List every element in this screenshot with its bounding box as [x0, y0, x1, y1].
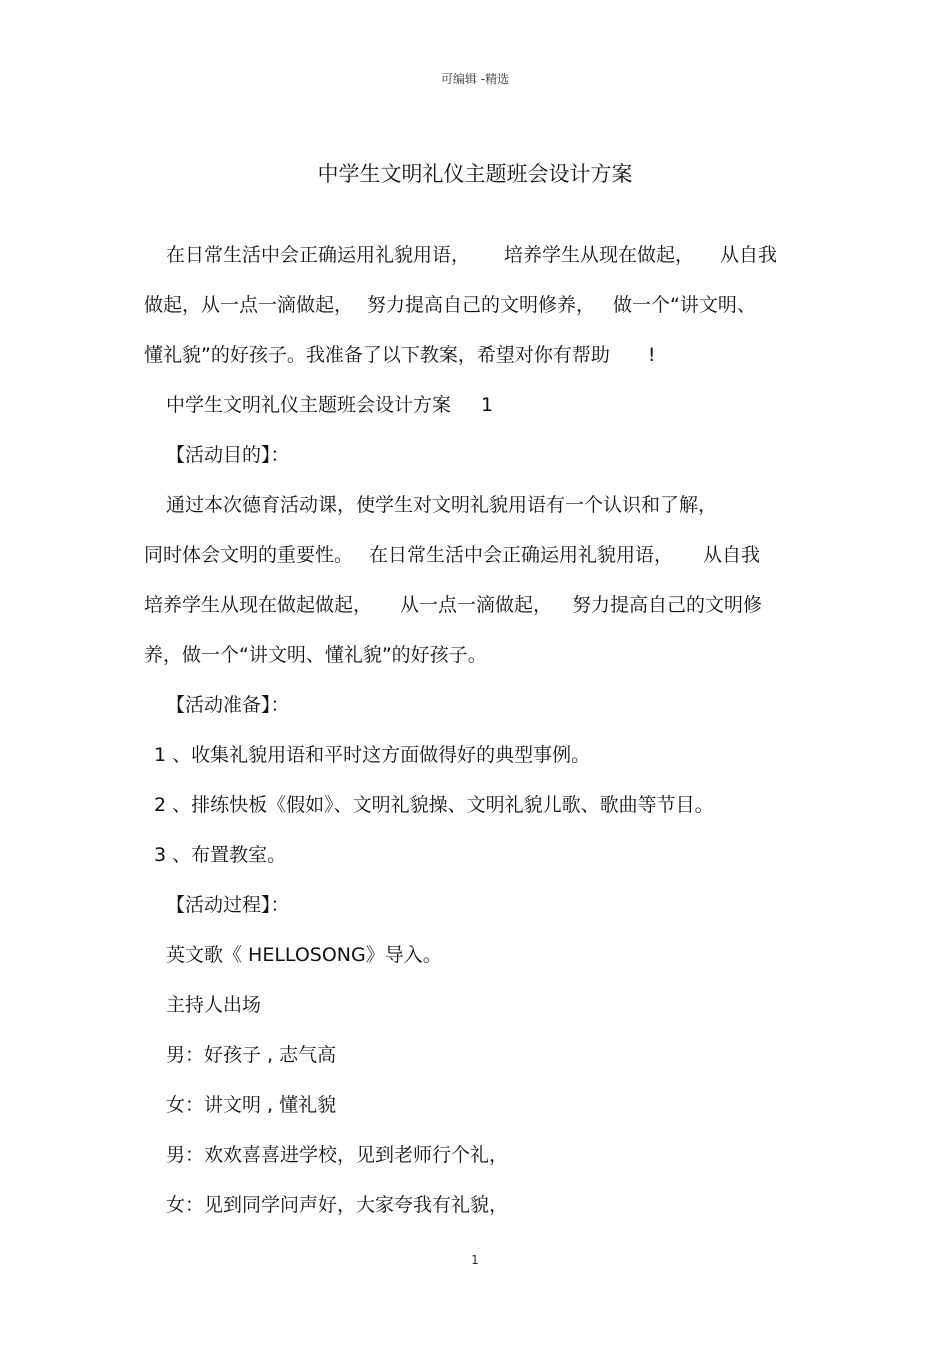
- text-segment: 中学生文明礼仪主题班会设计方案: [166, 394, 452, 416]
- text-segment: 努力提高自己的文明修: [572, 594, 763, 616]
- paragraph-line-2: [144, 296, 756, 315]
- text-segment: 在日常生活中会正确运用礼貌用语，: [369, 544, 674, 566]
- page-number: 1: [471, 1253, 479, 1267]
- heading-activity-prep: 【活动准备】：: [166, 694, 290, 716]
- text-segment: 1: [481, 394, 494, 416]
- list-item-1: 1 、收集礼貌用语和平时这方面做得好的典型事例。: [154, 744, 591, 766]
- process-line-host: 主持人出场: [166, 994, 262, 1016]
- paragraph-line-7: [144, 546, 760, 565]
- paragraph-line-6: 通过本次德育活动课，使学生对文明礼貌用语有一个认识和了解，: [166, 494, 718, 516]
- paragraph-line-3: [144, 346, 655, 365]
- text-segment: 做起，从一点一滴做起，: [144, 294, 354, 316]
- heading-activity-process: 【活动过程】：: [166, 894, 290, 916]
- heading-activity-purpose: 【活动目的】：: [166, 444, 290, 466]
- text-segment: 从自我: [703, 544, 761, 566]
- page-header: 可编辑 -精选: [440, 72, 510, 86]
- text-segment: 努力提高自己的文明修养，: [367, 294, 596, 316]
- text-segment: 从一点一滴做起，: [400, 594, 553, 616]
- dialogue-line-4: 女：见到同学问声好，大家夸我有礼貌，: [166, 1194, 509, 1216]
- document-title: 中学生文明礼仪主题班会设计方案: [317, 162, 633, 186]
- paragraph-line-8: [144, 596, 762, 615]
- paragraph-line-9: 养，做一个“讲文明、懂礼貌”的好孩子。: [144, 644, 487, 666]
- dialogue-line-1: 男：好孩子 , 志气高: [166, 1044, 337, 1066]
- text-segment: 培养学生从现在做起，: [504, 244, 695, 266]
- paragraph-line-1: [166, 246, 777, 265]
- text-segment: 同时体会文明的重要性。: [144, 544, 354, 566]
- text-segment: 懂礼貌”的好孩子。我准备了以下教案，希望对你有帮助: [144, 344, 610, 366]
- section-heading-plan: [166, 396, 493, 415]
- dialogue-line-3: 男：欢欢喜喜进学校，见到老师行个礼，: [166, 1144, 509, 1166]
- text-segment: 培养学生从现在做起做起，: [144, 594, 373, 616]
- list-item-2: 2 、排练快板《假如》、文明礼貌操、文明礼貌儿歌、歌曲等节目。: [154, 794, 714, 816]
- text-segment: 从自我: [720, 244, 778, 266]
- text-segment: 做一个“讲文明、: [613, 294, 756, 316]
- list-item-3: 3 、布置教室。: [154, 844, 287, 866]
- text-segment: !: [647, 344, 656, 366]
- process-line-song: 英文歌《 HELLOSONG》导入。: [166, 944, 442, 966]
- text-segment: 在日常生活中会正确运用礼貌用语，: [166, 244, 471, 266]
- dialogue-line-2: 女：讲文明 , 懂礼貌: [166, 1094, 337, 1116]
